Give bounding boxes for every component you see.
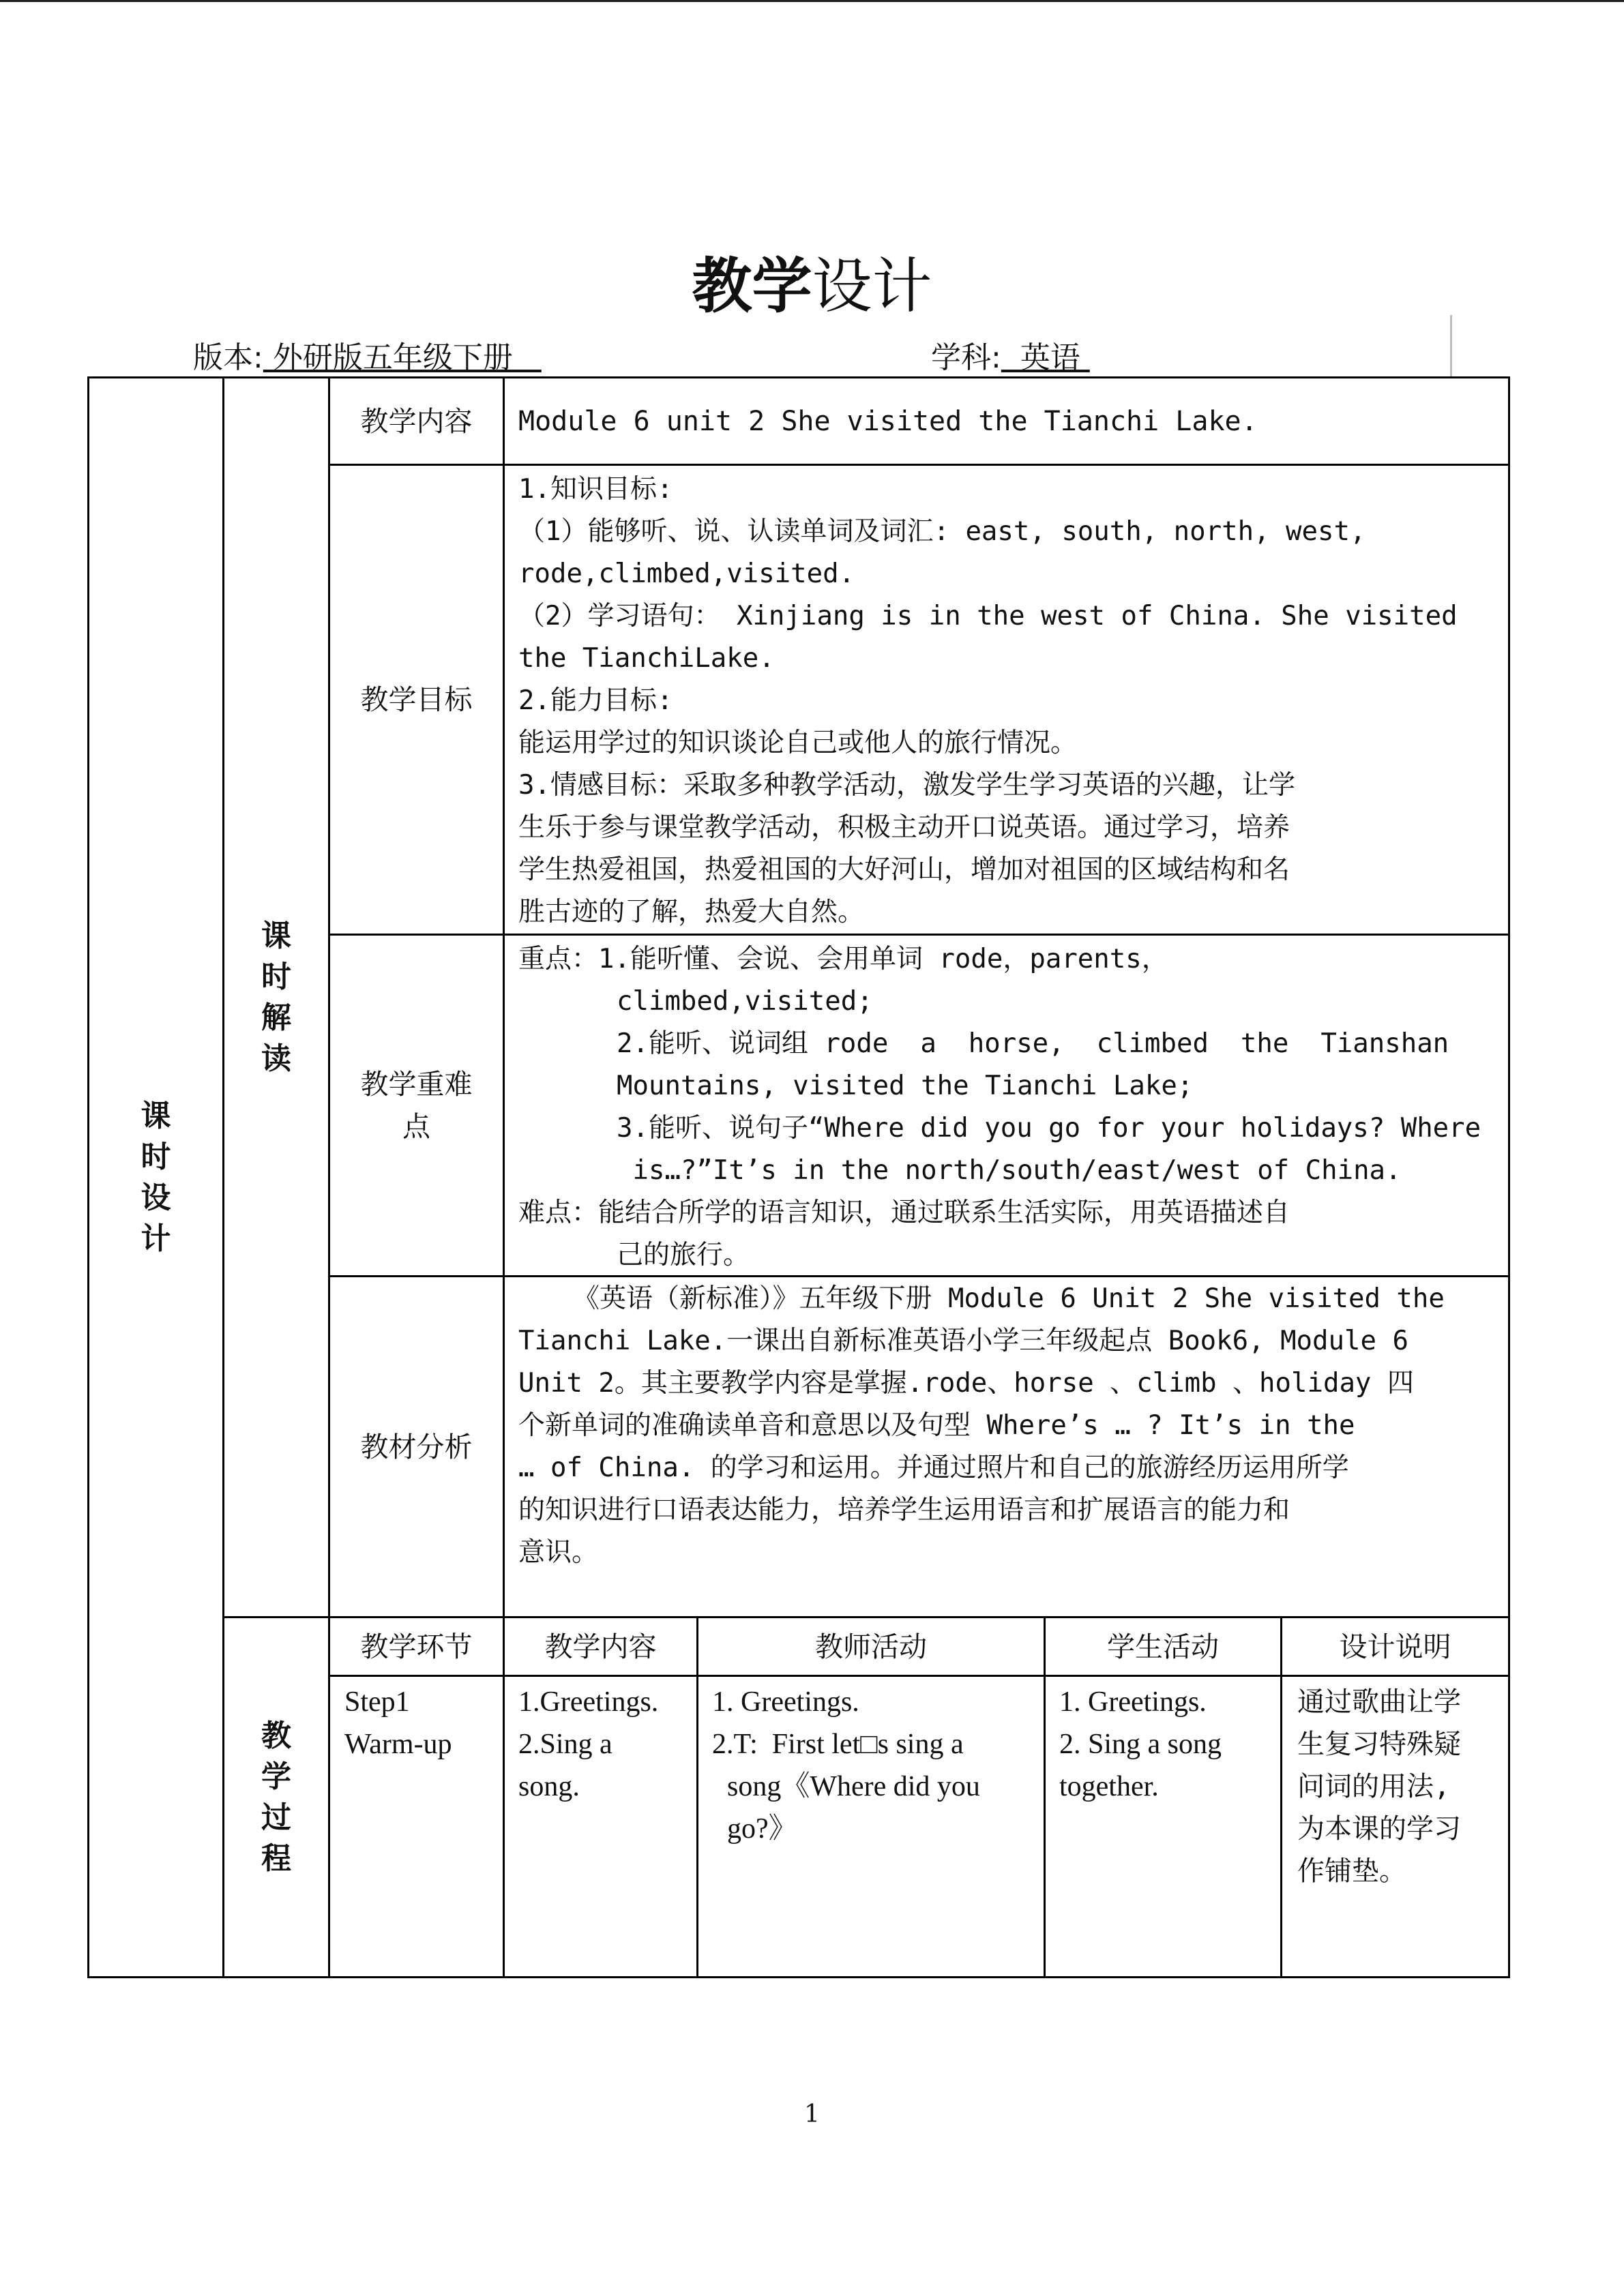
process-step: Step1 Warm-up [344, 1686, 452, 1760]
key-points-label: 教学重难 点 [360, 1068, 473, 1143]
edition-field: 版本: 外研版五年级下册 [193, 340, 542, 375]
analysis-label: 教材分析 [360, 1430, 473, 1463]
process-header-student: 学生活动 [1107, 1630, 1219, 1663]
key-points-text: 重点：1.能听懂、会说、会用单词 rode，parents， climbed,visited; 2.能听、说词组 rode a horse, climbed the Tianshan Mountains, visited the Tianchi Lake; 3.能听、说句子“Where did you go for your holidays? Where is…?”It’s in the north/south/east/west of China. 难点：能结合所学的语言知识，通过联系生活实际，用英语描述自 己的旅行。 [518, 944, 1481, 1270]
process-header-teacher: 教师活动 [815, 1630, 927, 1663]
goals-text: 1.知识目标: （1）能够听、说、认读单词及词汇: east, south, north, west, rode,climbed,visited. （2）学习语句： Xinjiang is in the west of China. She visited the TianchiLake. 2.能力目标: 能运用学过的知识谈论自己或他人的旅行情况。 3.情感目标：采取多种教学活动，激发学生学习英语的兴趣，让学 生乐于参与课堂教学活动，积极主动开口说英语。通过学习，培养 学生热爱祖国，热爱祖国的大好河山，增加对祖国的区域结构和名 胜古迹的了解，热爱大自然。 [518, 474, 1458, 927]
teaching-process-label: 教 学 过 程 [261, 1718, 291, 1876]
process-student-activity: 1. Greetings. 2. Sing a song together. [1059, 1686, 1222, 1802]
page-number: 1 [804, 2100, 820, 2128]
top-border [0, 0, 1624, 2]
lesson-design-label: 课 时 设 计 [141, 1098, 171, 1256]
process-teacher-activity: 1. Greetings. 2.T: First let□s sing a song《Where did you go?》 [712, 1686, 980, 1845]
page-title: 教学设计 [692, 251, 932, 321]
goals-label: 教学目标 [360, 683, 473, 716]
process-design-note: 通过歌曲让学 生复习特殊疑 问词的用法, 为本课的学习 作铺垫。 [1297, 1686, 1461, 1887]
lesson-interpretation-label: 课 时 解 读 [261, 918, 291, 1076]
header-divider [1450, 315, 1452, 376]
content-text: Module 6 unit 2 She visited the Tianchi Lake. [518, 406, 1258, 437]
process-header-content: 教学内容 [544, 1630, 657, 1663]
process-header-note: 设计说明 [1339, 1630, 1451, 1663]
content-label: 教学内容 [360, 404, 473, 438]
analysis-text: 《英语（新标准）》五年级下册 Module 6 Unit 2 She visited the Tianchi Lake.一课出自新标准英语小学三年级起点 Book6, Module 6 Unit 2。其主要教学内容是掌握.rode、horse 、climb 、holiday 四 个新单词的准确读单音和意思以及句型 Where’s … ? It’s in the … of China. 的学习和运用。并通过照片和自己的旅游经历运用所学 的知识进行口语表达能力，培养学生运用语言和扩展语言的能力和 意识。 [518, 1283, 1445, 1568]
process-content: 1.Greetings. 2.Sing a song. [518, 1686, 659, 1802]
subject-field: 学科: 英语 [931, 340, 1090, 375]
process-header-step: 教学环节 [360, 1630, 473, 1663]
